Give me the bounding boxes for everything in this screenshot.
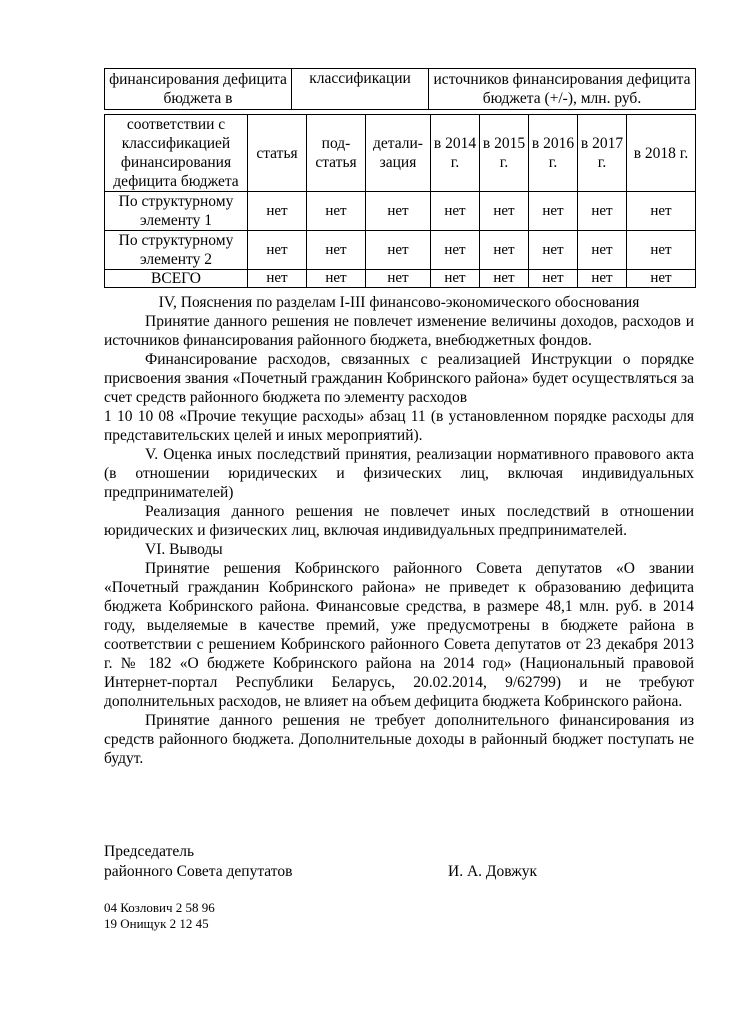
top-cell-sources: источников финансирования дефицита бюджета (+/-), млн. руб. <box>429 69 696 110</box>
header-2014: в 2014 г. <box>431 115 480 192</box>
table-cell: нет <box>578 192 627 231</box>
top-cell-financing: финансирования дефицита бюджета в <box>105 69 292 110</box>
table-cell: нет <box>307 231 366 270</box>
paragraph-2b: 1 10 10 08 «Прочие текущие расходы» абзац 11 (в установленном порядке расходы для представительских целей и иных мероприятий). <box>104 408 694 444</box>
header-article: статья <box>248 115 307 192</box>
header-classification: соответствии с классификацией финансирования дефицита бюджета <box>105 115 248 192</box>
footer-contact-2: 19 Онищук 2 12 45 <box>104 916 209 931</box>
table-cell: нет <box>529 231 578 270</box>
signature-title-line1: Председатель <box>104 843 195 860</box>
table-cell: нет <box>480 231 529 270</box>
table-cell: нет <box>627 270 696 288</box>
table-cell: нет <box>366 231 431 270</box>
table-cell: нет <box>480 192 529 231</box>
section-6-heading: VI. Выводы <box>145 541 223 558</box>
table-cell: нет <box>248 231 307 270</box>
table-header-row <box>105 115 696 192</box>
paragraph-2: Финансирование расходов, связанных с реализацией Инструкции о порядке присвоения звания «Почетный гражданин Кобринского района» будет осуществляться за счет средств районного бюджета по элементу расходов <box>104 351 694 406</box>
row-label-total: ВСЕГО <box>105 270 248 288</box>
budget-table <box>104 114 696 288</box>
table-cell: нет <box>248 270 307 288</box>
header-2018: в 2018 г. <box>627 115 696 192</box>
paragraph-1: Принятие данного решения не повлечет изменение величины доходов, расходов и источников финансирования районного бюджета, внебюджетных фондов. <box>104 313 694 349</box>
table-cell: нет <box>627 231 696 270</box>
row-label: По структурному элементу 1 <box>105 192 248 231</box>
table-cell: нет <box>431 231 480 270</box>
header-2017: в 2017 г. <box>578 115 627 192</box>
signature-block <box>104 842 292 882</box>
signer-name: И. А. Довжук <box>448 863 538 880</box>
row-label: По структурному элементу 2 <box>105 231 248 270</box>
header-2016: в 2016 г. <box>529 115 578 192</box>
paragraph-4: Принятие решения Кобринского районного Совета депутатов «О звании «Почетный гражданин Кобринского района» не приведет к образованию дефицита бюджета Кобринского района. Финансовые средства, в размере 48,1 млн. руб. в 2014 году, выделяемые в качестве премий, уже предусмотрены в бюджете района в соответствии с решением Кобринского районного Совета депутатов от 23 декабря 2013 г. № 182 «О бюджете Кобринского района на 2014 год» (Национальный правовой Интернет-портал Республики Беларусь, 20.02.2014, 9/62799) и не требуют дополнительных расходов, не влияет на объем дефицита бюджета Кобринского района. <box>104 560 694 710</box>
table-row <box>105 192 696 231</box>
table-cell: нет <box>307 192 366 231</box>
header-subarticle: под-статья <box>307 115 366 192</box>
table-row <box>105 231 696 270</box>
table-row <box>105 69 696 110</box>
table-cell: нет <box>248 192 307 231</box>
table-cell: нет <box>366 270 431 288</box>
section-5-heading: V. Оценка иных последствий принятия, реализации нормативного правового акта (в отношении юридических и физических лиц, включая индивидуальных предпринимателей) <box>104 446 694 501</box>
table-cell: нет <box>431 192 480 231</box>
table-row-total <box>105 270 696 288</box>
table-cell: нет <box>366 192 431 231</box>
table-cell: нет <box>529 192 578 231</box>
header-2015: в 2015 г. <box>480 115 529 192</box>
top-cell-classification: классификации <box>292 69 429 110</box>
document-body <box>104 293 694 768</box>
table-cell: нет <box>627 192 696 231</box>
table-cell: нет <box>307 270 366 288</box>
table-cell: нет <box>480 270 529 288</box>
footer-contact-1: 04 Козлович 2 58 96 <box>104 900 215 915</box>
paragraph-3: Реализация данного решения не повлечет иных последствий в отношении юридических и физических лиц, включая индивидуальных предпринимателей. <box>104 503 694 539</box>
section-4-heading: IV, Пояснения по разделам I-III финансово-экономического обоснования <box>158 294 640 311</box>
table-cell: нет <box>529 270 578 288</box>
paragraph-5: Принятие данного решения не требует дополнительного финансирования из средств районного бюджета. Дополнительные доходы в районный бюджет поступать не будут. <box>104 712 694 767</box>
top-table-continuation <box>104 68 696 110</box>
footer-contacts <box>104 900 215 932</box>
table-cell: нет <box>431 270 480 288</box>
table-cell: нет <box>578 231 627 270</box>
signature-title-line2: районного Совета депутатов <box>104 863 293 880</box>
table-cell: нет <box>578 270 627 288</box>
header-detail: детали-зация <box>366 115 431 192</box>
